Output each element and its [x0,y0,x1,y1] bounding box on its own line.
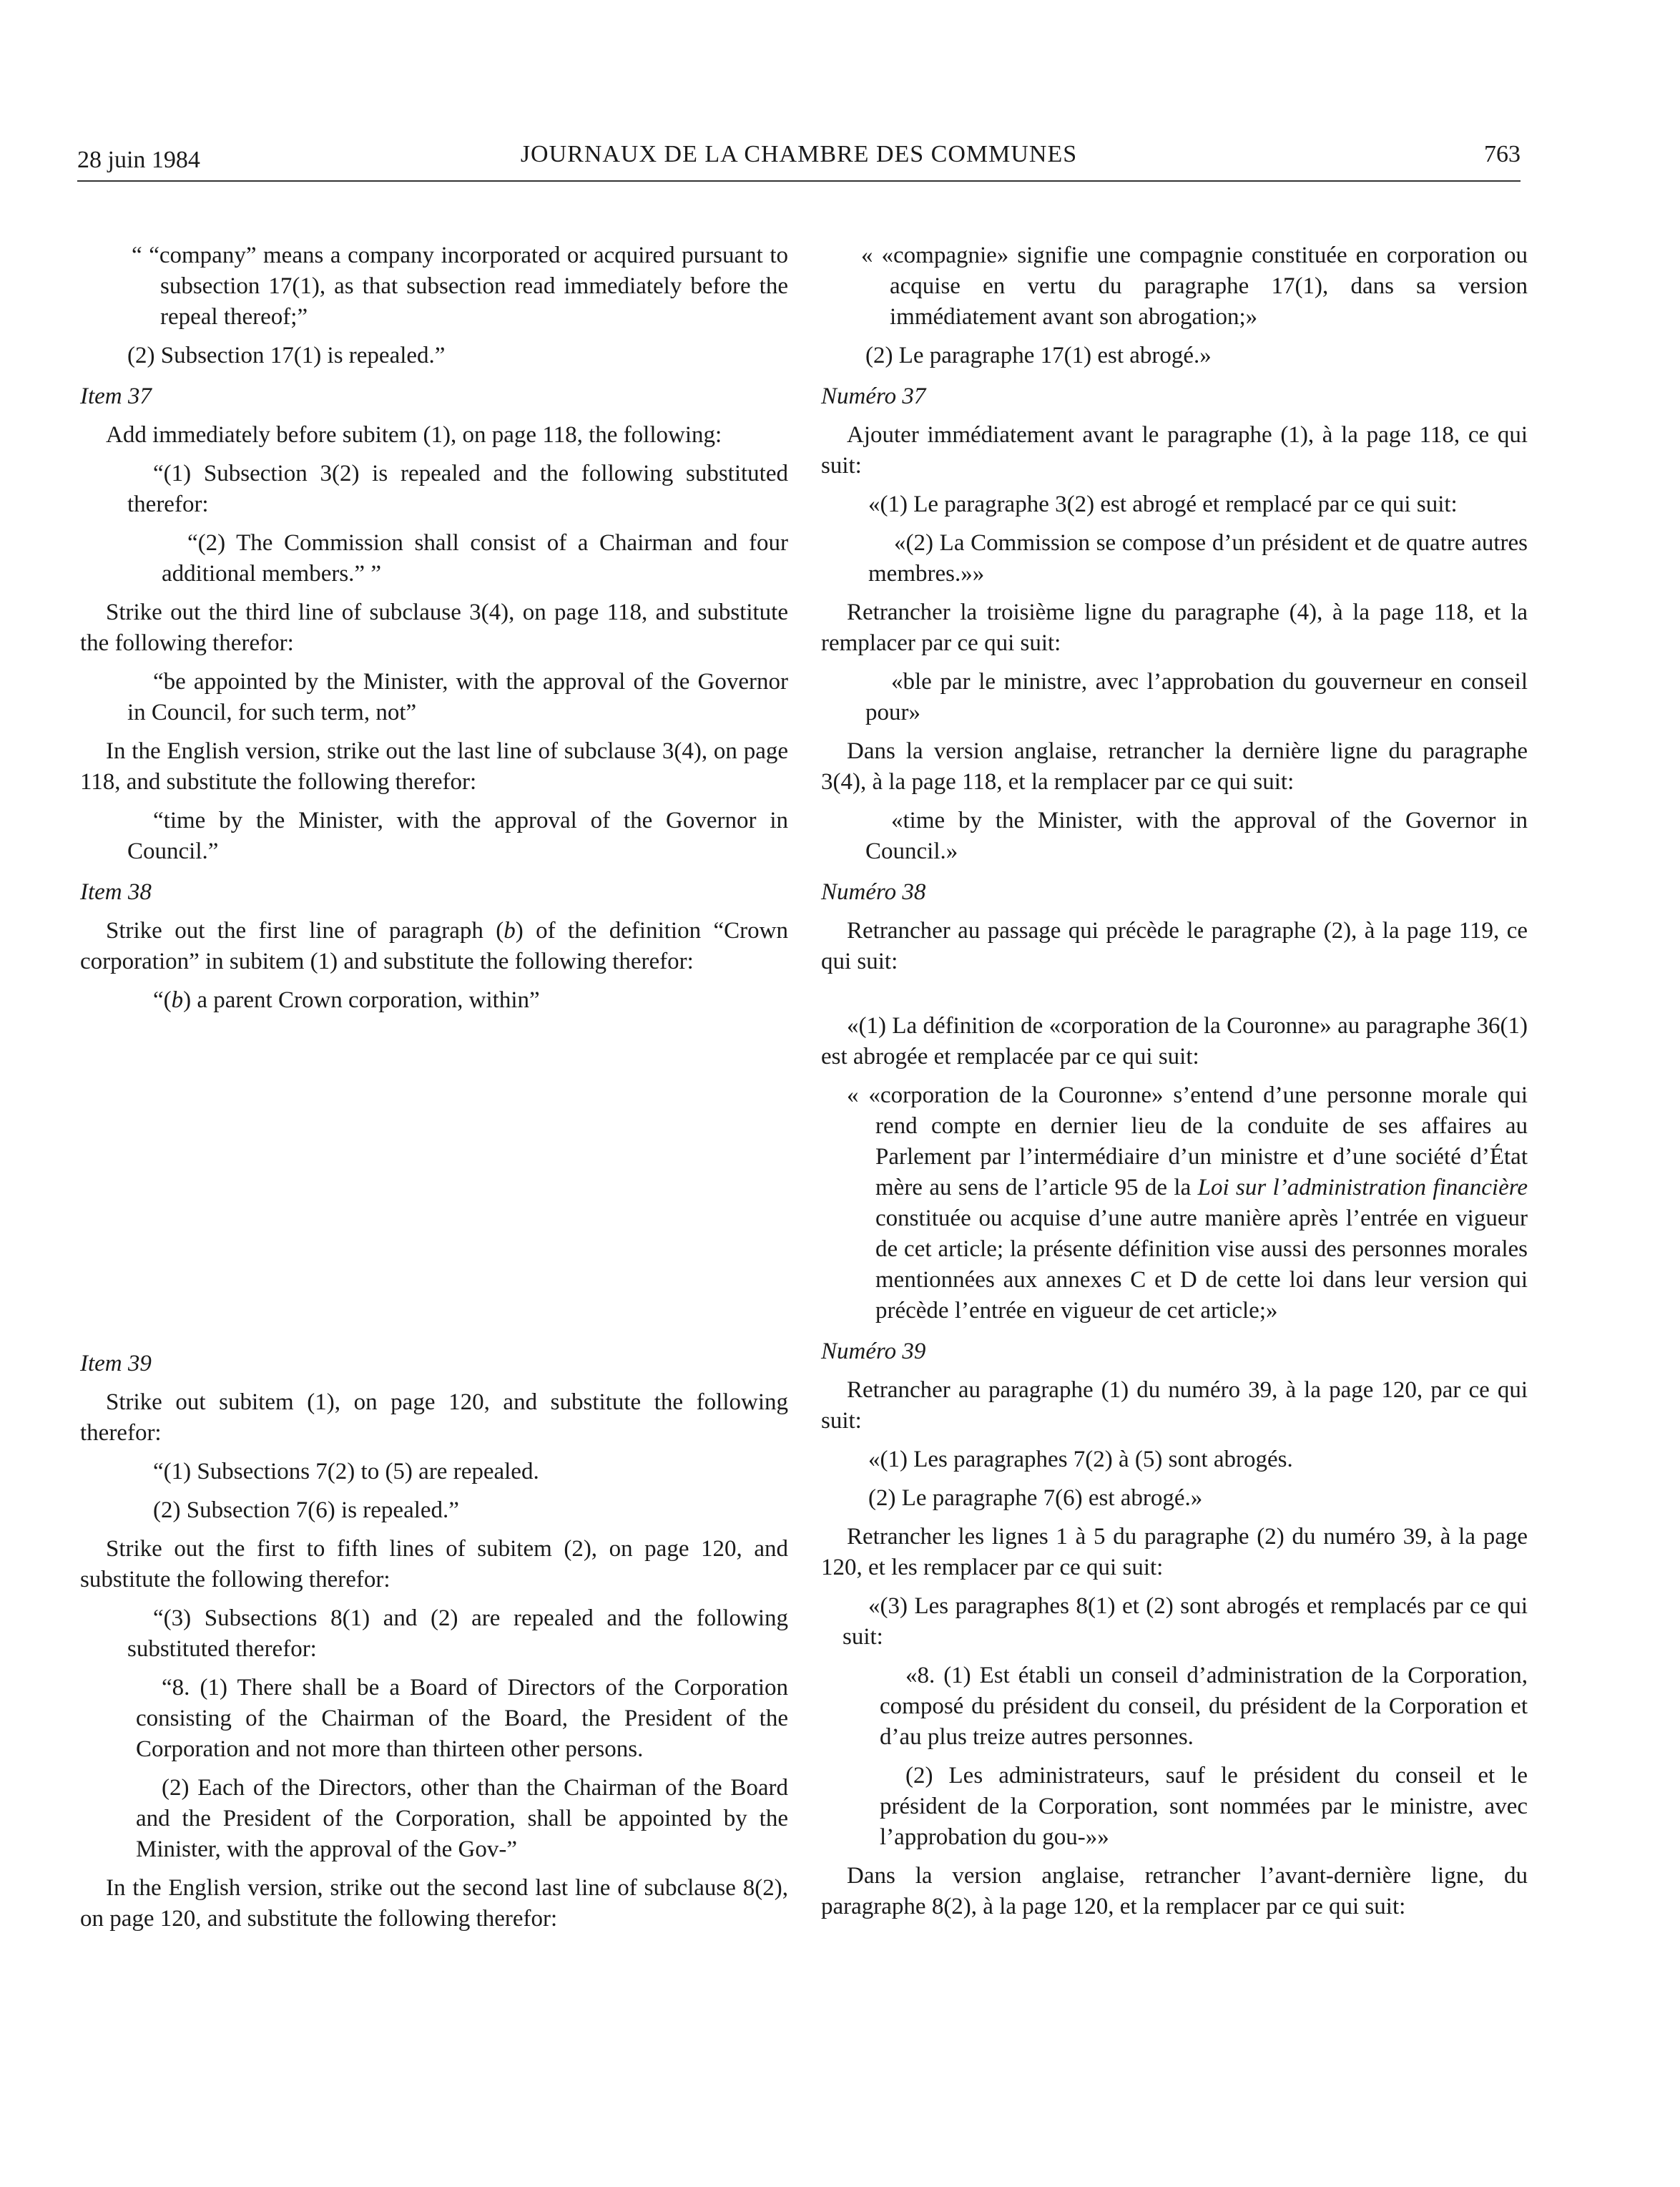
paragraph: (2) Les administrateurs, sauf le président du conseil et le président de la Corporation, sont nommées par le ministre, avec l’approbation du gou-»» [880,1763,1528,1850]
paragraph: Retrancher au passage qui précède le paragraphe (2), à la page 119, ce qui suit: [821,918,1528,974]
paragraph: In the English version, strike out the last line of subclause 3(4), on page 118, and substitute the following therefor: [80,738,788,795]
english-column [80,240,788,1942]
paragraph: (2) Each of the Directors, other than the Chairman of the Board and the President of the Corporation, shall be appointed by the Minister, with the approval of the Gov-” [136,1775,788,1862]
paragraph: (2) Subsection 7(6) is repealed.” [153,1497,459,1523]
paragraph: Dans la version anglaise, retrancher l’avant-dernière ligne, du paragraphe 8(2), à la page 120, et la remplacer par ce qui suit: [821,1863,1528,1919]
journal-title: JOURNAUX DE LA CHAMBRE DES COMMUNES [520,141,1078,167]
running-header [77,136,1521,182]
paragraph: “time by the Minister, with the approval of the Governor in Council.” [127,808,788,864]
paragraph: Add immediately before subitem (1), on page 118, the following: [106,422,722,448]
paragraph: «(1) Le paragraphe 3(2) est abrogé et remplacé par ce qui suit: [868,491,1458,517]
paragraph: Strike out the first line of paragraph (b) of the definition “Crown corporation” in subitem (1) and substitute the following therefor: [80,918,788,974]
paragraph: «(1) La définition de «corporation de la Couronne» au paragraphe 36(1) est abrogée et remplacée par ce qui suit: [821,1013,1528,1070]
paragraph: Retrancher la troisième ligne du paragraphe (4), à la page 118, et la remplacer par ce qui suit: [821,600,1528,656]
paragraph: Strike out subitem (1), on page 120, and substitute the following therefor: [80,1389,788,1446]
column-gap [80,1024,788,1339]
paragraph: (2) Le paragraphe 17(1) est abrogé.» [865,343,1212,368]
paragraph: Ajouter immédiatement avant le paragraphe (1), à la page 118, ce qui suit: [821,422,1528,479]
paragraph: “(3) Subsections 8(1) and (2) are repealed and the following substituted therefor: [127,1605,788,1662]
paragraph: «time by the Minister, with the approval of the Governor in Council.» [865,808,1528,864]
paragraph: “(b) a parent Crown corporation, within” [153,987,540,1013]
definition-paragraph: « «corporation de la Couronne» s’entend d’une personne morale qui rend compte en dernier lieu de la conduite de ses affaires au Parlement par l’intermédiaire d’un ministre et d’une société d’État mère au sens de l’article 95 de la Loi sur l’administration financière constituée ou acquise d’une autre manière après l’entrée en vigueur de cet article; la présente définition vise aussi des personnes morales mentionnées aux annexes C et D de cette loi dans leur version qui précède l’entrée en vigueur de cet article;» [847,1082,1528,1324]
paragraph: Retrancher les lignes 1 à 5 du paragraphe (2) du numéro 39, à la page 120, et les remplacer par ce qui suit: [821,1524,1528,1580]
paragraph: “be appointed by the Minister, with the approval of the Governor in Council, for such term, not” [127,669,788,725]
paragraph: « «compagnie» signifie une compagnie constituée en corporation ou acquise en vertu du paragraphe 17(1), dans sa version immédiatement avant son abrogation;» [861,243,1528,330]
paragraph: In the English version, strike out the second last line of subclause 8(2), on page 120, and substitute the following therefor: [80,1875,788,1932]
item-heading-39: Item 39 [80,1351,152,1376]
french-column [821,240,1528,1930]
paragraph: «(1) Les paragraphes 7(2) à (5) sont abrogés. [868,1447,1293,1472]
paragraph: Dans la version anglaise, retrancher la dernière ligne du paragraphe 3(4), à la page 118, et la remplacer par ce qui suit: [821,738,1528,795]
paragraph: «8. (1) Est établi un conseil d’administration de la Corporation, composé du président du conseil, du président de la Corporation et d’au plus treize autres personnes. [880,1663,1528,1750]
item-heading-38: Numéro 38 [821,879,926,905]
paragraph: Strike out the third line of subclause 3(4), on page 118, and substitute the following therefor: [80,600,788,656]
paragraph: «(3) Les paragraphes 8(1) et (2) sont abrogés et remplacés par ce qui suit: [843,1593,1528,1650]
item-heading-38: Item 38 [80,879,152,905]
paragraph: «(2) La Commission se compose d’un président et de quatre autres membres.»» [868,530,1528,587]
paragraph: “(1) Subsection 3(2) is repealed and the following substituted therefor: [127,461,788,517]
paragraph: “ “company” means a company incorporated or acquired pursuant to subsection 17(1), as that subsection read immediately before the repeal thereof;” [132,243,788,330]
paragraph: (2) Le paragraphe 7(6) est abrogé.» [868,1485,1203,1511]
paragraph: «ble par le ministre, avec l’approbation du gouverneur en conseil pour» [865,669,1528,725]
header-date: 28 juin 1984 [77,147,200,173]
paragraph: Retrancher au paragraphe (1) du numéro 39, à la page 120, par ce qui suit: [821,1377,1528,1434]
paragraph: “(1) Subsections 7(2) to (5) are repealed. [153,1459,539,1484]
paragraph: “8. (1) There shall be a Board of Directors of the Corporation consisting of the Chairman of the Board, the President of the Corporation and not more than thirteen other persons. [136,1675,788,1762]
item-heading-39: Numéro 39 [821,1339,926,1364]
item-heading-37: Numéro 37 [821,383,926,409]
page-number: 763 [1484,141,1521,167]
paragraph-gap [821,985,1528,1011]
item-heading-37: Item 37 [80,383,152,409]
paragraph: Strike out the first to fifth lines of subitem (2), on page 120, and substitute the following therefor: [80,1536,788,1592]
paragraph: “(2) The Commission shall consist of a Chairman and four additional members.” ” [162,530,788,587]
paragraph: (2) Subsection 17(1) is repealed.” [127,343,446,368]
